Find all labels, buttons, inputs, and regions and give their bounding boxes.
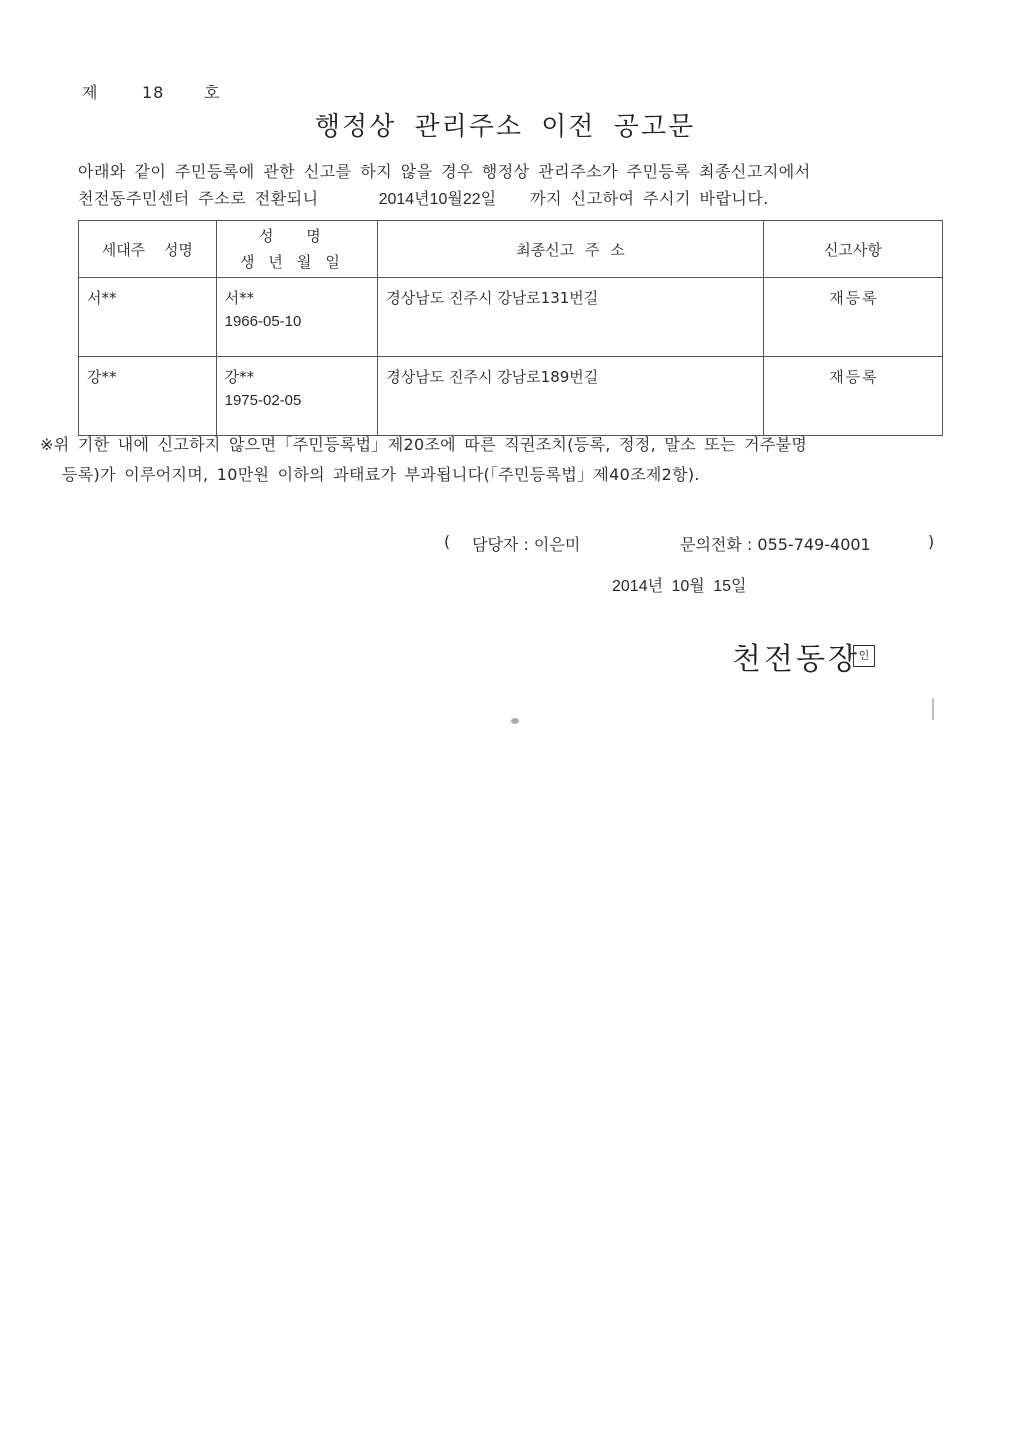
contact-close-paren: ) <box>928 532 935 551</box>
cell-household-head: 강** <box>79 357 217 436</box>
table-row <box>79 357 943 436</box>
note-line-2: 등록)가 이루어지며, 10만원 이하의 과태료가 부과됩니다(「주민등록법」제40조제2항). <box>62 465 700 484</box>
cell-name-birthdate <box>216 357 378 436</box>
doc-number-value: 18 <box>142 83 165 102</box>
cell-name: 강** <box>224 368 255 386</box>
intro-line-2 <box>78 185 811 213</box>
doc-number-prefix: 제 <box>82 83 99 102</box>
cell-address: 경상남도 진주시 강남로131번길 <box>378 278 764 357</box>
intro-line-2-pre: 천전동주민센터 주소로 전환되니 <box>78 189 319 208</box>
cell-birthdate: 1975-02-05 <box>224 392 302 409</box>
header-birthdate: 생년월일 <box>239 253 354 271</box>
header-name-birthdate <box>216 221 378 278</box>
cell-address: 경상남도 진주시 강남로189번길 <box>378 357 764 436</box>
contact-person: 담당자 : 이은미 <box>472 535 581 554</box>
scan-speck <box>932 698 934 720</box>
cell-name-birthdate <box>216 278 378 357</box>
cell-birthdate: 1966-05-10 <box>224 313 302 330</box>
header-name: 성 명 <box>259 227 335 245</box>
page-title: 행정상 관리주소 이전 공고문 <box>314 112 696 142</box>
contact-open-paren: ( <box>444 532 451 551</box>
table-header-row <box>79 221 943 278</box>
intro-paragraph <box>78 158 811 213</box>
scan-speck <box>511 718 519 724</box>
cell-name: 서** <box>224 289 255 307</box>
table-row <box>79 278 943 357</box>
cell-report: 재등록 <box>763 357 942 436</box>
contact-phone: 문의전화 : 055-749-4001 <box>680 535 871 554</box>
cell-household-head: 서** <box>79 278 217 357</box>
document-number <box>82 80 220 103</box>
seal-stamp: 인 <box>853 645 875 667</box>
signer-title: 천전동장 <box>732 642 860 677</box>
legal-note <box>40 430 807 490</box>
registration-table <box>78 220 943 436</box>
intro-line-1: 아래와 같이 주민등록에 관한 신고를 하지 않을 경우 행정상 관리주소가 주민등록 최종신고지에서 <box>78 162 811 181</box>
intro-line-2-post: 까지 신고하여 주시기 바랍니다. <box>530 189 769 208</box>
cell-report: 재등록 <box>763 278 942 357</box>
note-line-1: ※위 기한 내에 신고하지 않으면「주민등록법」제20조에 따른 직권조치(등록, 정정, 말소 또는 거주불명 <box>40 435 808 454</box>
header-household-head: 세대주 성명 <box>79 221 217 278</box>
doc-number-suffix: 호 <box>204 83 221 102</box>
header-address: 최종신고 주 소 <box>378 221 764 278</box>
issue-date: 2014년 10월 15일 <box>612 578 747 595</box>
header-report: 신고사항 <box>763 221 942 278</box>
deadline-date: 2014년10월22일 <box>378 191 497 208</box>
